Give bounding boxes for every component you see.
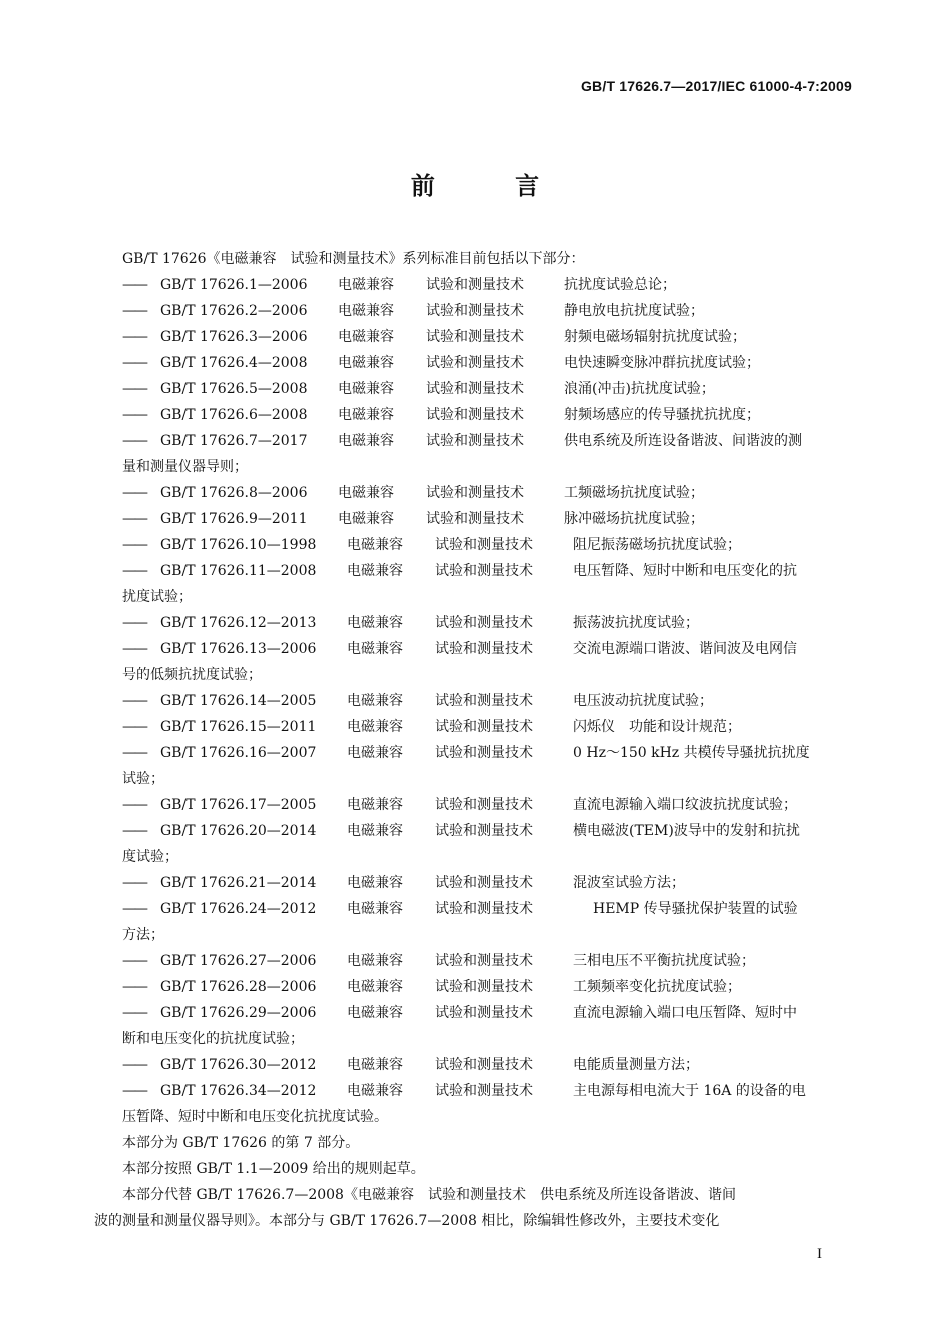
list-item	[94, 818, 860, 870]
series-title-tech: 试验和测量技术	[435, 953, 533, 969]
series-title-emc: 电磁兼容	[347, 615, 403, 631]
list-item-line	[122, 714, 860, 740]
standard-code: GB/T 17626.6—2008	[160, 407, 308, 423]
series-title-emc: 电磁兼容	[347, 953, 403, 969]
list-item-line	[122, 324, 860, 350]
list-item-line	[122, 974, 860, 1000]
series-title-tech: 试验和测量技术	[426, 407, 524, 423]
series-title-tech: 试验和测量技术	[426, 485, 524, 501]
series-title-emc: 电磁兼容	[347, 823, 403, 839]
list-item-line	[122, 1000, 860, 1026]
series-title-emc: 电磁兼容	[347, 901, 403, 917]
series-title-emc: 电磁兼容	[338, 511, 394, 527]
series-title-emc: 电磁兼容	[347, 979, 403, 995]
list-dash: ——	[122, 719, 146, 735]
list-dash: ——	[122, 407, 146, 423]
part-statement: 本部分为 GB/T 17626 的第 7 部分。	[122, 1135, 360, 1151]
part-topic: 交流电源端口谐波、谐间波及电网信	[573, 641, 797, 657]
part-topic: 0 Hz～150 kHz 共模传导骚扰抗扰度	[573, 745, 810, 761]
list-item-line	[122, 506, 860, 532]
part-topic: 电压波动抗扰度试验；	[573, 693, 713, 709]
list-item	[94, 324, 860, 350]
standard-code: GB/T 17626.11—2008	[160, 563, 317, 579]
part-topic: 抗扰度试验总论；	[564, 277, 676, 293]
series-title-emc: 电磁兼容	[338, 303, 394, 319]
list-dash: ——	[122, 303, 146, 319]
page-number: I	[817, 1246, 822, 1262]
part-topic-continuation: 方法；	[122, 927, 164, 943]
series-title-emc: 电磁兼容	[347, 719, 403, 735]
series-title-emc: 电磁兼容	[347, 1083, 403, 1099]
list-item-line	[122, 428, 860, 454]
standard-code: GB/T 17626.8—2006	[160, 485, 308, 501]
list-item	[94, 1078, 860, 1130]
standard-code: GB/T 17626.27—2006	[160, 953, 317, 969]
part-topic: 工频频率变化抗扰度试验；	[573, 979, 741, 995]
part-topic-continuation: 量和测量仪器导则；	[122, 459, 248, 475]
list-dash: ——	[122, 875, 146, 891]
list-item-line	[122, 896, 860, 922]
list-dash: ——	[122, 1005, 146, 1021]
series-title-emc: 电磁兼容	[347, 745, 403, 761]
list-item	[94, 870, 860, 896]
list-item	[94, 974, 860, 1000]
list-item-line	[122, 350, 860, 376]
replacement-statement-line-1: 本部分代替 GB/T 17626.7—2008《电磁兼容 试验和测量技术 供电系统及所连设备谐波、谐间	[122, 1187, 736, 1203]
series-title-emc: 电磁兼容	[338, 329, 394, 345]
series-title-tech: 试验和测量技术	[426, 277, 524, 293]
list-item-line	[122, 948, 860, 974]
standard-code: GB/T 17626.9—2011	[160, 511, 308, 527]
list-item	[94, 428, 860, 480]
list-dash: ——	[122, 797, 146, 813]
list-dash: ——	[122, 641, 146, 657]
list-dash: ——	[122, 537, 146, 553]
list-item-line	[122, 272, 860, 298]
part-topic: 混波室试验方法；	[573, 875, 685, 891]
standard-code: GB/T 17626.12—2013	[160, 615, 317, 631]
series-title-emc: 电磁兼容	[347, 797, 403, 813]
list-item	[94, 1052, 860, 1078]
foreword-body	[94, 246, 860, 1234]
list-dash: ——	[122, 745, 146, 761]
series-title-tech: 试验和测量技术	[426, 511, 524, 527]
list-item	[94, 532, 860, 558]
series-title-tech: 试验和测量技术	[435, 641, 533, 657]
standard-code: GB/T 17626.3—2006	[160, 329, 308, 345]
list-item-line	[122, 376, 860, 402]
list-dash: ——	[122, 511, 146, 527]
list-dash: ——	[122, 615, 146, 631]
standard-code: GB/T 17626.20—2014	[160, 823, 317, 839]
list-item	[94, 350, 860, 376]
list-dash: ——	[122, 277, 146, 293]
series-title-tech: 试验和测量技术	[426, 329, 524, 345]
standard-code: GB/T 17626.14—2005	[160, 693, 317, 709]
list-item-line	[122, 688, 860, 714]
series-title-tech: 试验和测量技术	[426, 355, 524, 371]
part-topic: 直流电源输入端口纹波抗扰度试验；	[573, 797, 797, 813]
list-dash: ——	[122, 355, 146, 371]
series-title-tech: 试验和测量技术	[435, 745, 533, 761]
series-title-tech: 试验和测量技术	[435, 563, 533, 579]
series-title-emc: 电磁兼容	[338, 355, 394, 371]
part-topic-continuation: 度试验；	[122, 849, 178, 865]
series-title-tech: 试验和测量技术	[435, 719, 533, 735]
list-item	[94, 506, 860, 532]
part-topic: 电快速瞬变脉冲群抗扰度试验；	[564, 355, 760, 371]
part-topic: 脉冲磁场抗扰度试验；	[564, 511, 704, 527]
page-title: 前 言	[410, 172, 576, 200]
list-item-line	[122, 792, 860, 818]
standard-code: GB/T 17626.21—2014	[160, 875, 317, 891]
standard-code: GB/T 17626.13—2006	[160, 641, 317, 657]
part-topic-continuation: 压暂降、短时中断和电压变化抗扰度试验。	[122, 1109, 388, 1125]
list-item-line	[122, 298, 860, 324]
list-item-line	[122, 480, 860, 506]
series-intro: GB/T 17626《电磁兼容 试验和测量技术》系列标准目前包括以下部分：	[122, 251, 585, 267]
series-title-emc: 电磁兼容	[338, 277, 394, 293]
list-dash: ——	[122, 563, 146, 579]
series-title-tech: 试验和测量技术	[435, 823, 533, 839]
list-item-line	[122, 870, 860, 896]
standard-code: GB/T 17626.10—1998	[160, 537, 317, 553]
standard-code: GB/T 17626.4—2008	[160, 355, 308, 371]
standard-code: GB/T 17626.30—2012	[160, 1057, 317, 1073]
list-item-line	[122, 402, 860, 428]
series-title-tech: 试验和测量技术	[435, 693, 533, 709]
list-item-line	[122, 818, 860, 844]
list-dash: ——	[122, 693, 146, 709]
series-title-tech: 试验和测量技术	[426, 303, 524, 319]
part-topic: 闪烁仪 功能和设计规范；	[573, 719, 741, 735]
list-item-line	[122, 636, 860, 662]
part-topic: HEMP 传导骚扰保护装置的试验	[593, 901, 798, 917]
standard-code: GB/T 17626.28—2006	[160, 979, 317, 995]
list-item	[94, 948, 860, 974]
series-title-emc: 电磁兼容	[347, 537, 403, 553]
part-topic: 工频磁场抗扰度试验；	[564, 485, 704, 501]
series-title-tech: 试验和测量技术	[435, 1083, 533, 1099]
series-title-tech: 试验和测量技术	[435, 537, 533, 553]
series-title-tech: 试验和测量技术	[426, 381, 524, 397]
standard-code: GB/T 17626.17—2005	[160, 797, 317, 813]
part-topic: 供电系统及所连设备谐波、间谐波的测	[564, 433, 802, 449]
list-dash: ——	[122, 433, 146, 449]
part-topic: 射频场感应的传导骚扰抗扰度；	[564, 407, 760, 423]
part-topic: 射频电磁场辐射抗扰度试验；	[564, 329, 746, 345]
list-item-line	[122, 740, 860, 766]
series-title-tech: 试验和测量技术	[435, 797, 533, 813]
list-dash: ——	[122, 823, 146, 839]
list-dash: ——	[122, 381, 146, 397]
standard-code: GB/T 17626.29—2006	[160, 1005, 317, 1021]
standard-code: GB/T 17626.7—2017	[160, 433, 308, 449]
series-title-emc: 电磁兼容	[347, 875, 403, 891]
replacement-statement-line-2: 波的测量和测量仪器导则》。本部分与 GB/T 17626.7—2008 相比，除编辑性修改外，主要技术变化	[94, 1213, 720, 1229]
list-item	[94, 298, 860, 324]
part-topic: 电能质量测量方法；	[573, 1057, 699, 1073]
series-title-tech: 试验和测量技术	[435, 1057, 533, 1073]
series-title-emc: 电磁兼容	[338, 485, 394, 501]
standard-code: GB/T 17626.1—2006	[160, 277, 308, 293]
part-topic: 主电源每相电流大于 16A 的设备的电	[573, 1083, 806, 1099]
list-item-line	[122, 1078, 860, 1104]
series-title-emc: 电磁兼容	[338, 381, 394, 397]
list-item	[94, 402, 860, 428]
part-topic-continuation: 扰度试验；	[122, 589, 192, 605]
list-dash: ——	[122, 901, 146, 917]
list-item-line	[122, 1052, 860, 1078]
series-title-tech: 试验和测量技术	[435, 901, 533, 917]
list-item	[94, 1000, 860, 1052]
part-topic: 振荡波抗扰度试验；	[573, 615, 699, 631]
list-item	[94, 688, 860, 714]
list-item	[94, 714, 860, 740]
series-title-tech: 试验和测量技术	[435, 875, 533, 891]
list-item	[94, 558, 860, 610]
part-topic: 直流电源输入端口电压暂降、短时中	[573, 1005, 797, 1021]
list-dash: ——	[122, 979, 146, 995]
standard-code: GB/T 17626.34—2012	[160, 1083, 317, 1099]
list-item-line	[122, 610, 860, 636]
part-topic: 阻尼振荡磁场抗扰度试验；	[573, 537, 741, 553]
list-item	[94, 610, 860, 636]
series-title-emc: 电磁兼容	[338, 407, 394, 423]
series-title-emc: 电磁兼容	[347, 1005, 403, 1021]
series-title-tech: 试验和测量技术	[435, 979, 533, 995]
standard-code: GB/T 17626.24—2012	[160, 901, 317, 917]
series-title-tech: 试验和测量技术	[435, 615, 533, 631]
drafting-rules-statement: 本部分按照 GB/T 1.1—2009 给出的规则起草。	[122, 1161, 425, 1177]
series-title-emc: 电磁兼容	[347, 693, 403, 709]
part-topic-continuation: 号的低频抗扰度试验；	[122, 667, 262, 683]
list-item-line	[122, 532, 860, 558]
list-item	[94, 636, 860, 688]
series-title-emc: 电磁兼容	[347, 1057, 403, 1073]
list-item	[94, 740, 860, 792]
part-topic: 电压暂降、短时中断和电压变化的抗	[573, 563, 797, 579]
part-topic: 静电放电抗扰度试验；	[564, 303, 704, 319]
standard-number-header: GB/T 17626.7—2017/IEC 61000-4-7:2009	[580, 78, 852, 94]
list-dash: ——	[122, 1083, 146, 1099]
list-dash: ——	[122, 485, 146, 501]
series-title-tech: 试验和测量技术	[435, 1005, 533, 1021]
standard-code: GB/T 17626.16—2007	[160, 745, 317, 761]
list-item	[94, 480, 860, 506]
list-item	[94, 896, 860, 948]
list-item	[94, 272, 860, 298]
part-topic: 三相电压不平衡抗扰度试验；	[573, 953, 755, 969]
standard-code: GB/T 17626.2—2006	[160, 303, 308, 319]
part-topic-continuation: 断和电压变化的抗扰度试验；	[122, 1031, 304, 1047]
list-item-line	[122, 558, 860, 584]
list-dash: ——	[122, 329, 146, 345]
series-title-tech: 试验和测量技术	[426, 433, 524, 449]
standard-code: GB/T 17626.15—2011	[160, 719, 317, 735]
series-title-emc: 电磁兼容	[338, 433, 394, 449]
part-topic: 浪涌(冲击)抗扰度试验；	[564, 381, 715, 397]
series-title-emc: 电磁兼容	[347, 641, 403, 657]
list-item	[94, 376, 860, 402]
list-item	[94, 792, 860, 818]
list-dash: ——	[122, 953, 146, 969]
part-topic-continuation: 试验；	[122, 771, 164, 787]
standard-code: GB/T 17626.5—2008	[160, 381, 308, 397]
list-dash: ——	[122, 1057, 146, 1073]
series-title-emc: 电磁兼容	[347, 563, 403, 579]
part-list	[94, 272, 860, 1130]
part-topic: 横电磁波(TEM)波导中的发射和抗扰	[573, 823, 800, 839]
